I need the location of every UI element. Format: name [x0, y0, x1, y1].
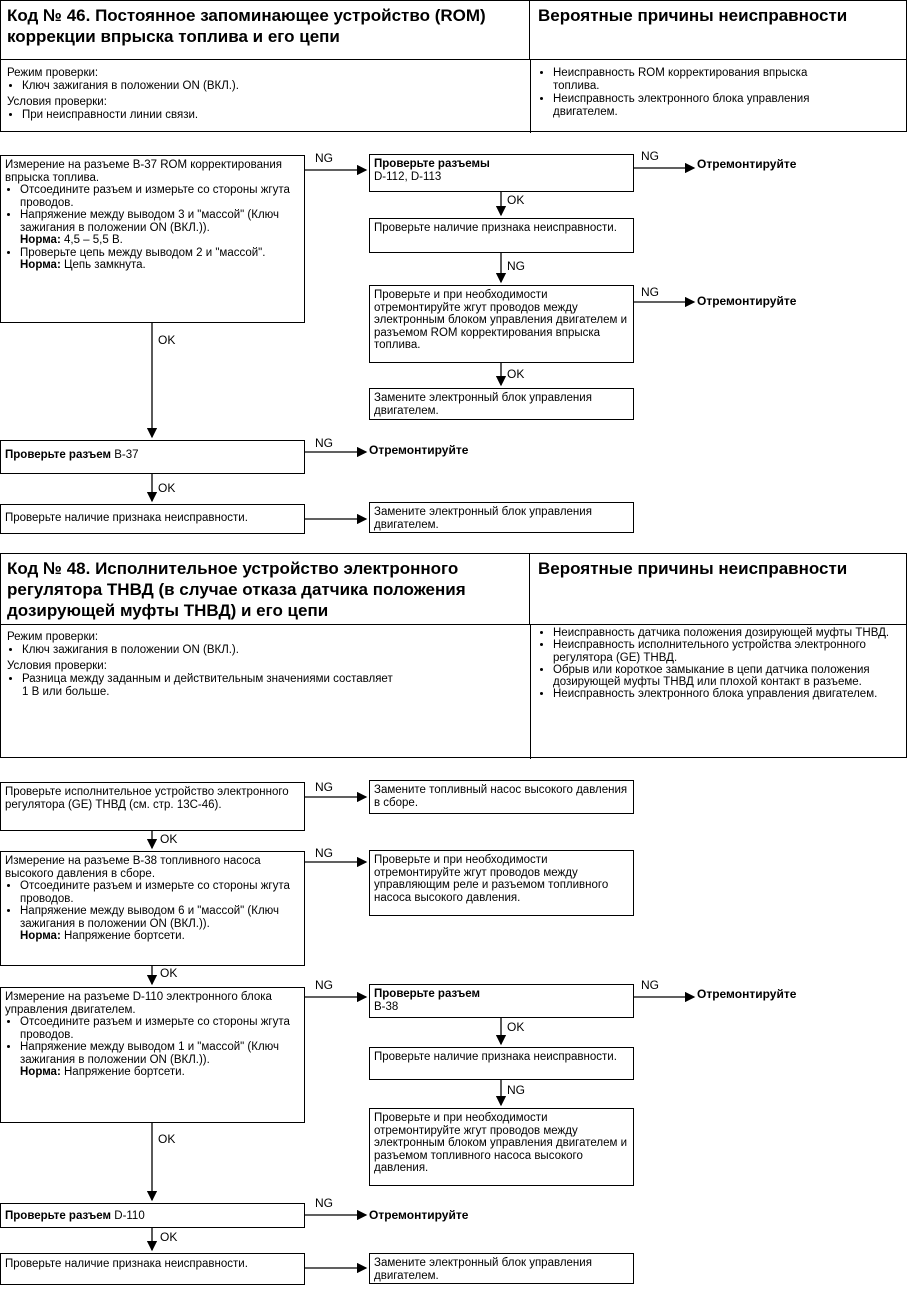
step-measure-b37: Измерение на разъеме B-37 ROM корректирования впрыска топлива. • Отсоедините разъем и измерьте со стороны жгута проводов. • Напряжение между выводом 3 и "массой" (Ключ зажигания в положении ON (ВКЛ.)). Норма: 4,5 – 5,5 В. • Проверьте цепь между выводом 2 и "массой". Норма: Цепь замкнута. [0, 155, 305, 323]
step-check-connector-d110: Проверьте разъем D-110 [0, 1203, 305, 1228]
ok-label: OK [507, 367, 525, 381]
ok-label: OK [160, 1230, 178, 1244]
ng-label: NG [507, 1083, 525, 1097]
ok-label: OK [507, 1020, 525, 1034]
step-replace-ecu-3: Замените электронный блок управления двигателем. [369, 1253, 634, 1284]
code48-causes-list [532, 624, 907, 704]
cause-item: • Неисправность электронного блока управления двигателем. [553, 93, 856, 119]
step-check-symptom: Проверьте наличие признака неисправности. [369, 218, 634, 253]
step-check-symptom-2: Проверьте наличие признака неисправности. [0, 504, 305, 534]
cause-item: • Неисправность ROM корректирования впрыска топлива. [553, 67, 856, 93]
ng-label: NG [315, 1196, 333, 1210]
repair-label: Отремонтируйте [697, 294, 797, 308]
step-check-connectors-d112-d113: Проверьте разъемы D-112, D-113 [369, 154, 634, 192]
cause-item: • Неисправность датчика положения дозирующей муфты ТНВД. [553, 627, 902, 639]
step-check-ge-actuator: Проверьте исполнительное устройство электронного регулятора (GE) ТНВД (см. стр. 13С-46). [0, 782, 305, 831]
check-cond-item: • При неисправности линии связи. [22, 109, 524, 122]
step-repair-harness-pump: Проверьте и при необходимости отремонтируйте жгут проводов между электронным блоком управления двигателем и разъемом топливного насоса высокого давления. [369, 1108, 634, 1186]
step-repair-harness: Проверьте и при необходимости отремонтируйте жгут проводов между электронным блоком управления двигателем и разъемом ROM корректирования впрыска топлива. [369, 285, 634, 363]
ok-label: OK [158, 481, 176, 495]
cause-item: • Неисправность электронного блока управления двигателем. [553, 688, 902, 700]
step-check-connector-b37: Проверьте разъем B-37 [0, 440, 305, 474]
code48-title: Код № 48. Исполнительное устройство электронного регулятора ТНВД (в случае отказа датчика положения дозирующей муфты ТНВД) и его цепи [7, 559, 466, 620]
repair-label: Отремонтируйте [369, 443, 469, 457]
code46-check-conditions [1, 64, 530, 125]
ng-label: NG [315, 436, 333, 450]
check-mode-label: Режим проверки: [7, 67, 99, 79]
check-mode-item: • Ключ зажигания в положении ON (ВКЛ.). [22, 80, 524, 93]
code48-header [0, 553, 907, 758]
cause-item: • Неисправность исполнительного устройства электронного регулятора (GE) ТНВД. [553, 639, 902, 664]
ng-label: NG [507, 259, 525, 273]
ng-label: NG [315, 978, 333, 992]
step-check-connector-b38: Проверьте разъем B-38 [369, 984, 634, 1018]
code46-causes-title: Вероятные причины неисправности [538, 6, 848, 25]
step-check-symptom-4: Проверьте наличие признака неисправности. [0, 1253, 305, 1285]
ok-label: OK [507, 193, 525, 207]
repair-label: Отремонтируйте [369, 1208, 469, 1222]
code48-check-conditions: Режим проверки: • Ключ зажигания в положении ON (ВКЛ.). Условия проверки: • Разница между заданным и действительным значениями составляет 1 В или больше. [1, 628, 530, 702]
repair-label: Отремонтируйте [697, 157, 797, 171]
code48-causes-title: Вероятные причины неисправности [538, 559, 848, 578]
ng-label: NG [315, 151, 333, 165]
ng-label: NG [315, 780, 333, 794]
step-replace-ecu: Замените электронный блок управления двигателем. [369, 388, 634, 420]
ng-label: NG [641, 978, 659, 992]
ok-label: OK [160, 832, 178, 846]
step-replace-ecu-2: Замените электронный блок управления двигателем. [369, 502, 634, 533]
step-replace-pump: Замените топливный насос высокого давления в сборе. [369, 780, 634, 814]
ok-label: OK [158, 333, 176, 347]
step-check-symptom-3: Проверьте наличие признака неисправности. [369, 1047, 634, 1080]
step-repair-harness-relay: Проверьте и при необходимости отремонтируйте жгут проводов между управляющим реле и разъемом топливного насоса высокого давления. [369, 850, 634, 916]
step-measure-b38: Измерение на разъеме B-38 топливного насоса высокого давления в сборе. • Отсоедините разъем и измерьте со стороны жгута проводов. • Напряжение между выводом 6 и "массой" (Ключ зажигания в положении ON (ВКЛ.)). Норма: Напряжение бортсети. [0, 851, 305, 966]
ok-label: OK [158, 1132, 176, 1146]
repair-label: Отремонтируйте [697, 987, 797, 1001]
ng-label: NG [641, 149, 659, 163]
cause-item: • Обрыв или короткое замыкание в цепи датчика положения дозирующей муфты ТНВД или плохой контакт в разъеме. [553, 664, 902, 689]
code46-causes-list [532, 64, 862, 122]
ng-label: NG [641, 285, 659, 299]
code46-title: Код № 46. Постоянное запоминающее устройство (ROM) коррекции впрыска топлива и его цепи [7, 6, 486, 46]
code46-header [0, 0, 907, 132]
step-measure-d110: Измерение на разъеме D-110 электронного блока управления двигателем. • Отсоедините разъем и измерьте со стороны жгута проводов. • Напряжение между выводом 1 и "массой" (Ключ зажигания в положении ON (ВКЛ.)). Норма: Напряжение бортсети. [0, 987, 305, 1123]
ng-label: NG [315, 846, 333, 860]
check-cond-label: Условия проверки: [7, 96, 107, 108]
ok-label: OK [160, 966, 178, 980]
